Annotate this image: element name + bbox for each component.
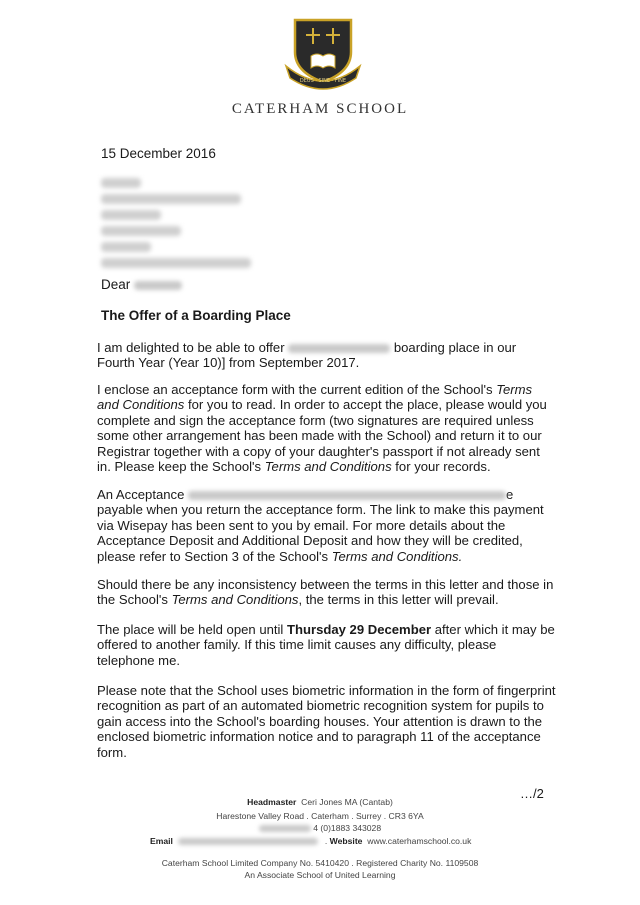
footer-address: Harestone Valley Road . Caterham . Surrey . CR3 6YA xyxy=(216,811,424,821)
paragraph-offer xyxy=(97,340,557,371)
p1-text-a: I am delighted to be able to offer xyxy=(97,340,285,355)
paragraph-deposit xyxy=(97,487,557,564)
p3-text-c: payable when you return the acceptance form. The link to make this payment via Wisepay has been sent to you by email. For more details about the Acceptance Deposit and Additional Deposit and how they will be credited, please refer to Section 3 of the School's xyxy=(97,502,544,564)
footer-contact: Email . Website www.caterhamschool.co.uk xyxy=(150,836,472,846)
website-label: Website xyxy=(329,836,363,846)
letter-subject: The Offer of a Boarding Place xyxy=(101,308,291,323)
paragraph-inconsistency xyxy=(97,577,557,608)
paragraph-biometric: Please note that the School uses biometric information in the form of fingerprint recognition as part of an automated biometric recognition system for pupils to gain access into the School's boarding houses. Your attention is drawn to the enclosed biometric information notice and to paragraph 11 of the acceptance form. xyxy=(97,683,556,760)
email-label: Email xyxy=(150,836,173,846)
page-continuation: …/2 xyxy=(520,786,544,801)
p2-text-a: I enclose an acceptance form with the current edition of the School's xyxy=(97,382,493,397)
p5-deadline-date: Thursday 29 December xyxy=(286,622,432,637)
footer-associate: An Associate School of United Learning xyxy=(244,870,396,880)
p1-text-b: boarding place in our Fourth Year (Year 10)] from September 2017. xyxy=(97,340,517,371)
p4-text-a: Should there be any inconsistency between the terms in this letter and those in the School's xyxy=(97,577,554,608)
redacted-name xyxy=(134,281,182,290)
footer-phone xyxy=(0,823,640,833)
redacted-deposit-amount xyxy=(188,491,506,500)
p4-text-c: , the terms in this letter will prevail. xyxy=(298,592,499,608)
p2-text-c: for you to read. In order to accept the place, please would you complete and sign the acceptance form (two signatures are required unless some other arrangement has been made with the School) and return it to our Registrar together with a copy of your daughter's passport if not already sent in. Please keep the School's xyxy=(97,397,547,475)
p2-terms-1: Terms and Conditions xyxy=(97,382,533,413)
footer-company: Caterham School Limited Company No. 5410420 . Registered Charity No. 1109508 xyxy=(161,858,479,868)
headmaster-label: Headmaster xyxy=(247,797,297,807)
p3-text-b: e xyxy=(506,487,514,502)
p5-text-c: after which it may be offered to another family. If this time limit causes any difficulty, please telephone me. xyxy=(97,622,555,668)
p3-terms: Terms and Conditions. xyxy=(331,548,463,564)
p2-terms-2: Terms and Conditions xyxy=(264,459,392,475)
paragraph-acceptance-form xyxy=(97,382,557,474)
phone-number: 4 (0)1883 343028 xyxy=(313,823,382,833)
crest-motto: DEUS · SINE · FINE xyxy=(299,78,347,84)
redacted-email xyxy=(178,838,318,845)
p3-text-a: An Acceptance xyxy=(97,487,185,502)
headmaster-name: Ceri Jones MA (Cantab) xyxy=(301,797,393,807)
salutation-text: Dear xyxy=(101,277,131,292)
redacted-student-name xyxy=(288,344,390,353)
p2-text-e: for your records. xyxy=(395,459,491,475)
footer-headmaster xyxy=(0,797,640,807)
school-crest-logo xyxy=(283,16,363,92)
open-book-icon xyxy=(311,54,335,68)
salutation xyxy=(101,277,182,292)
p4-terms: Terms and Conditions xyxy=(171,592,299,608)
letter-date: 15 December 2016 xyxy=(101,146,216,161)
paragraph-deadline xyxy=(97,622,557,668)
school-name: CATERHAM SCHOOL xyxy=(231,101,409,117)
website-link[interactable]: www.caterhamschool.co.uk xyxy=(367,836,472,846)
p5-text-a: The place will be held open until xyxy=(97,622,284,637)
redacted-phone-prefix xyxy=(259,825,311,832)
